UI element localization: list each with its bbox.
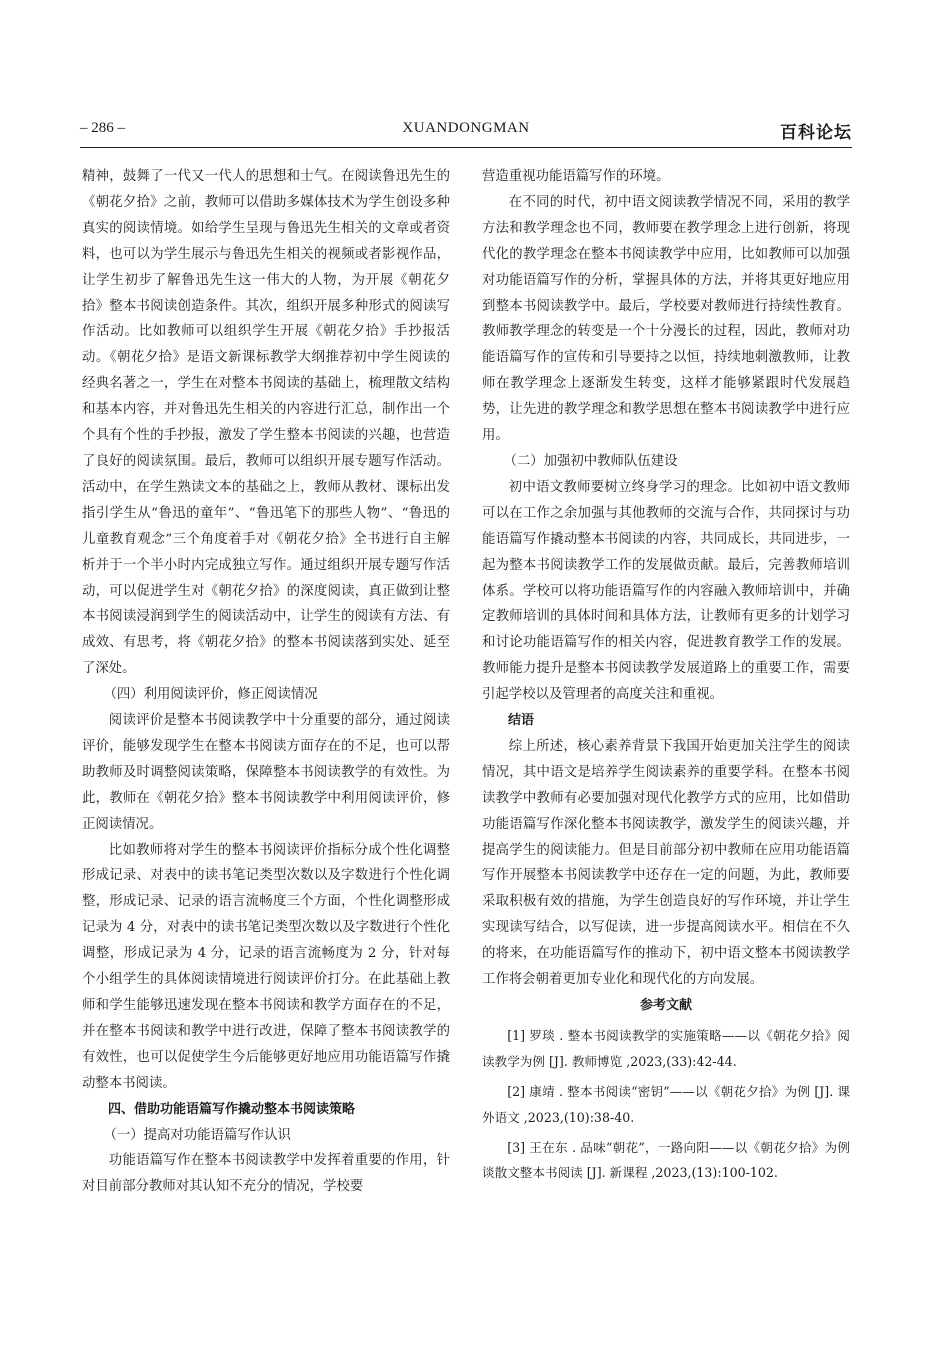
paragraph: 营造重视功能语篇写作的环境。 (482, 169, 670, 184)
right-column (482, 164, 850, 1186)
paragraph: 精神，鼓舞了一代又一代人的思想和士气。在阅读鲁迅先生的《朝花夕拾》之前，教师可以借助多媒体技术为学生创设多种真实的阅读情境。如给学生呈现与鲁迅先生相关的文章或者资料，也可以为学生展示与鲁迅先生相关的视频或者影视作品，让学生初步了解鲁迅先生这一伟大的人物，为开展《朝花夕拾》整本书阅读创造条件。其次，组织开展多种形式的阅读写作活动。比如教师可以组织学生开展《朝花夕拾》手抄报活动。《朝花夕拾》是语文新课标教学大纲推荐初中学生阅读的经典名著之一，学生在对整本书阅读的基础上，梳理散文结构和基本内容，并对鲁迅先生相关的内容进行汇总，制作出一个个具有个性的手抄报，激发了学生整本书阅读的兴趣，也营造了良好的阅读氛围。最后，教师可以组织开展专题写作活动。活动中，在学生熟读文本的基础之上，教师从教材、课标出发指引学生从“鲁迅的童年”、“鲁迅笔下的那些人物”、“鲁迅的儿童教育观念”三个角度着手对《朝花夕拾》全书进行自主解析并于一个半小时内完成独立写作。通过组织开展专题写作活动，可以促进学生对《朝花夕拾》的深度阅读，真正做到让整本书阅读浸润到学生的阅读活动中，让学生的阅读有方法、有成效、有思考，将《朝花夕拾》的整本书阅读落到实处、延至了深处。 (82, 169, 450, 677)
left-column (82, 164, 450, 1200)
page-number: – 286 – (80, 120, 125, 136)
subheading: （四）利用阅读评价，修正阅读情况 (103, 687, 318, 703)
paragraph: 初中语文教师要树立终身学习的理念。比如初中语文教师可以在工作之余加强与其他教师的交流与合作，共同探讨与功能语篇写作撬动整本书阅读的内容，共同成长，共同进步，一起为整本书阅读教学工作的发展做贡献。最后，完善教师培训体系。学校可以将功能语篇写作的内容融入教师培训中，并确定教师培训的具体时间和具体方法，让教师有更多的计划学习和讨论功能语篇写作的相关内容，促进教育教学工作的发展。教师能力提升是整本书阅读教学发展道路上的重要工作，需要引起学校以及管理者的高度关注和重视。 (482, 479, 850, 703)
reference-item: [1] 罗琰 . 整本书阅读教学的实施策略——以《朝花夕拾》阅读教学为例 [J]. 教师博览 ,2023,(33):42-44. (482, 1027, 850, 1069)
paragraph: 比如教师将对学生的整本书阅读评价指标分成个性化调整形成记录、对表中的读书笔记类型次数以及字数进行个性化调整，形成记录、记录的语言流畅度三个方面，个性化调整形成记录为 4 分，对表中的读书笔记类型次数以及字数进行个性化调整，形成记录为 4 分，记录的语言流畅度为 2 分，针对每个小组学生的具体阅读情境进行阅读评价打分。在此基础上教师和学生能够迅速发现在整本书阅读和教学方面存在的不足，并在整本书阅读和教学中进行改进，保障了整本书阅读教学的有效性，也可以促使学生今后能够更好地应用功能语篇写作撬动整本书阅读。 (82, 842, 450, 1091)
section-heading: 四、借助功能语篇写作撬动整本书阅读策略 (108, 1101, 356, 1117)
reference-item: [3] 王在东 . 品味“朝花”，一路向阳——以《朝花夕拾》为例谈散文整本书阅读 [J]. 新课程 ,2023,(13):100-102. (482, 1139, 850, 1181)
reference-item: [2] 康靖 . 整本书阅读“密钥”——以《朝花夕拾》为例 [J]. 课外语文 ,2023,(10):38-40. (482, 1083, 850, 1125)
paragraph: 综上所述，核心素养背景下我国开始更加关注学生的阅读情况，其中语文是培养学生阅读素养的重要学科。在整本书阅读教学中教师有必要加强对现代化教学方式的应用，比如借助功能语篇写作深化整本书阅读教学，激发学生的阅读兴趣，并提高学生的阅读能力。但是目前部分初中教师在应用功能语篇写作开展整本书阅读教学中还存在一定的问题，为此，教师要采取积极有效的措施，为学生创造良好的写作环境，并让学生实现读写结合，以写促读，进一步提高阅读水平。相信在不久的将来，在功能语篇写作的推动下，初中语文整本书阅读教学工作将会朝着更加专业化和现代化的方向发展。 (482, 738, 850, 988)
paragraph: 阅读评价是整本书阅读教学中十分重要的部分，通过阅读评价，能够发现学生在整本书阅读方面存在的不足，也可以帮助教师及时调整阅读策略，保障整本书阅读教学的有效性。为此，教师在《朝花夕拾》整本书阅读教学中利用阅读评价，修正阅读情况。 (82, 713, 450, 832)
section-label: 百科论坛 (780, 123, 852, 143)
subheading: （一）提高对功能语篇写作认识 (103, 1127, 291, 1143)
paragraph: 在不同的时代，初中语文阅读教学情况不同，采用的教学方法和教学理念也不同，教师要在教学理念上进行创新，将现代化的教学理念在整本书阅读教学中应用，比如教师可以加强对功能语篇写作的分析，掌握具体的方法，并将其更好地应用到整本书阅读教学中。最后，学校要对教师进行持续性教育。教师教学理念的转变是一个十分漫长的过程，因此，教师对功能语篇写作的宣传和引导要持之以恒，持续地刺激教师，让教师在教学理念上逐渐发生转变，这样才能够紧跟时代发展趋势，让先进的教学理念和教学思想在整本书阅读教学中进行应用。 (482, 194, 850, 444)
journal-title: XUANDONGMAN (402, 120, 530, 136)
page-header (80, 118, 852, 146)
header-divider (80, 147, 852, 148)
subheading: （二）加强初中教师队伍建设 (503, 453, 678, 469)
reference-list (482, 1023, 850, 1186)
conclusion-heading: 结语 (508, 713, 535, 729)
paragraph: 功能语篇写作在整本书阅读教学中发挥着重要的作用，针对目前部分教师对其认知不充分的情况，学校要 (82, 1153, 450, 1195)
references-heading: 参考文献 (639, 998, 692, 1013)
